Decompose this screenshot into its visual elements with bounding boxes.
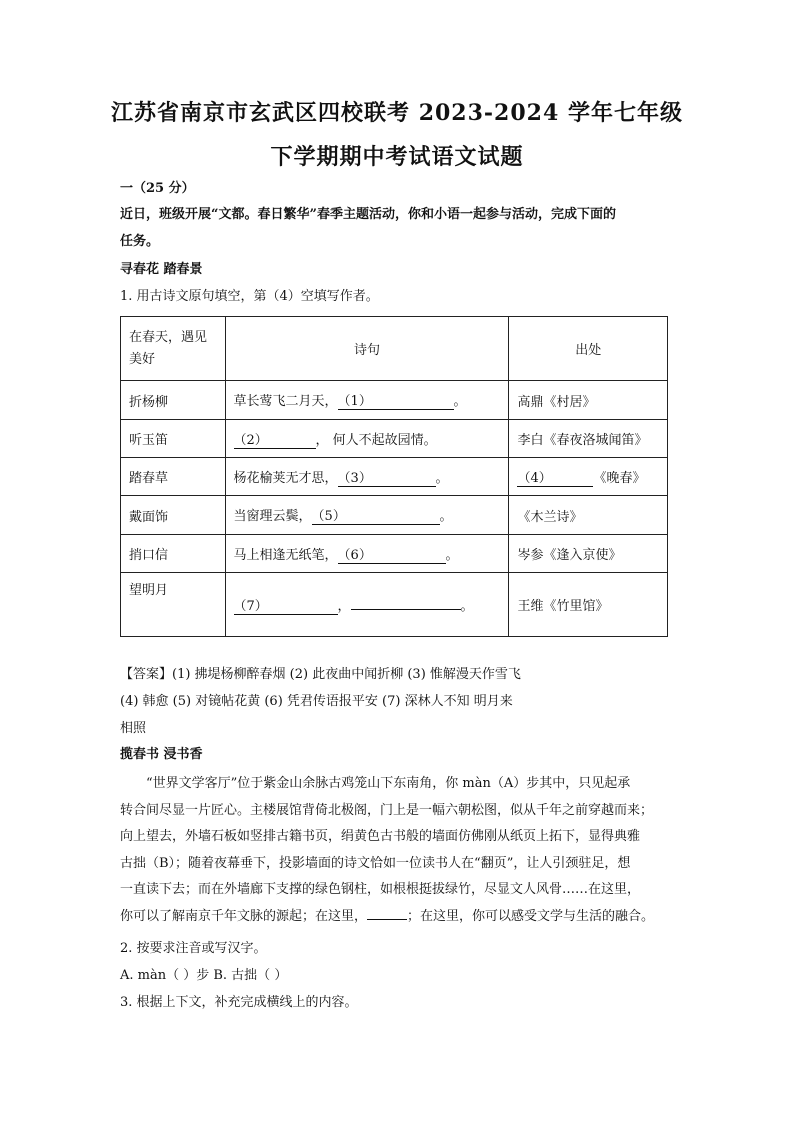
answer-line1: 【答案】(1) 拂堤杨柳醉春烟 (2) 此夜曲中闻折柳 (3) 惟解漫天作雪飞 [120,667,521,682]
table-row [121,573,668,637]
source-cell: 《木兰诗》 [509,496,668,535]
poem-text: 杨花榆荚无才思， [233,470,338,486]
poem-cell [225,420,509,458]
intro-line2: 任务。 [120,234,160,249]
source-cell: 李白《春夜洛城闻笛》 [509,420,668,458]
question-3: 3. 根据上下文，补充完成横线上的内容。 [120,995,358,1010]
answer-blank-1[interactable]: （1） [338,390,454,410]
answer-blank-5[interactable]: （5） [312,505,440,525]
scene-cell: 折杨柳 [121,381,226,420]
page-title-line1: 江苏省南京市玄武区四校联考 2023-2024 学年七年级 [111,100,683,126]
poem-cell [225,535,509,573]
poem-cell [225,458,509,496]
header-cell-poem: 诗句 [225,317,509,381]
passage-line: 一直读下去；而在外墙廊下支撑的绿色钢柱，如根根挺拔绿竹，尽显文人风骨……在这里， [120,882,641,897]
answer-blank-7b[interactable] [351,609,461,610]
scene-cell: 踏春草 [121,458,226,496]
poem-punct: ， [337,598,351,614]
answer-blank-6[interactable]: （6） [338,544,446,564]
source-cell [509,458,668,496]
source-cell: 王维《竹里馆》 [509,573,668,637]
poem-punct: 。 [435,470,449,486]
poem-cell [225,496,509,535]
poem-punct: 。 [460,598,474,614]
passage-text: 你可以了解南京千年文脉的源起；在这里， [120,908,368,924]
passage-line: “世界文学客厅”位于紫金山余脉古鸡笼山下东南角，你 màn（A）步其中，只见起承 [146,776,631,791]
header-scene-text: 在春天，遇见美好 [129,329,208,367]
question-2-items: A. màn（ ）步 B. 古拙（ ） [120,968,288,983]
page-title-line2: 下学期期中考试语文试题 [270,144,524,170]
header-cell-source: 出处 [509,317,668,381]
answer-blank-3[interactable]: （3） [338,467,436,487]
header-cell-scene [121,317,226,381]
table-row [121,535,668,573]
passage [120,771,676,930]
intro-line1: 近日，班级开展“文都。春日繁华”春季主题活动，你和小语一起参与活动，完成下面的 [120,207,616,222]
question-1: 1. 用古诗文原句填空，第（4）空填写作者。 [120,289,379,304]
scene-cell: 捎口信 [121,535,226,573]
scene-cell: 戴面饰 [121,496,226,535]
passage-line: 转合间尽显一片匠心。主楼展馆背倚北极阁，门上是一幅六朝松图，似从千年之前穿越而来； [120,802,654,818]
table-header-row [121,317,668,381]
source-cell: 高鼎《村居》 [509,381,668,420]
poem-punct: 。 [439,509,453,524]
poem-text: ， 何人不起故园情。 [315,432,437,448]
table-row [121,458,668,496]
answer-blank-2[interactable]: （2） [234,429,316,449]
subsection-1-title: 寻春花 踏春景 [120,262,203,277]
passage-line: 古拙（B）；随着夜幕垂下，投影墙面的诗文恰如一位读书人在“翻页”，让人引颈驻足，想 [120,855,631,871]
poem-punct: 。 [453,394,467,409]
answer-blank-7a[interactable]: （7） [234,595,338,615]
poem-cell [225,381,509,420]
question-2: 2. 按要求注音或写汉字。 [120,941,267,956]
poem-cell [225,573,509,637]
poem-table [120,316,668,637]
answer-line2: (4) 韩愈 (5) 对镜帖花黄 (6) 凭君传语报平安 (7) 深林人不知 明月来 [120,694,513,709]
subsection-2-title: 揽春书 浸书香 [120,747,203,762]
table-row [121,496,668,535]
poem-text: 当窗理云鬓， [233,509,312,524]
passage-blank[interactable] [367,919,407,920]
table-row [121,381,668,420]
section-heading: 一（25 分） [120,181,195,196]
poem-text: 草长莺飞二月天， [233,394,338,409]
table-row [121,420,668,458]
scene-cell: 听玉笛 [121,420,226,458]
scene-cell: 望明月 [121,573,226,637]
source-text: 《晚春》 [593,470,646,486]
answer-blank-4[interactable]: （4） [517,467,593,487]
passage-line [120,904,676,931]
passage-line: 向上望去，外墙石板如竖排古籍书页，绢黄色古书般的墙面仿佛刚从纸页上拓下，显得典雅 [120,829,641,844]
passage-text: ；在这里，你可以感受文学与生活的融合。 [407,908,655,924]
poem-text: 马上相逢无纸笔， [233,547,338,563]
answer-line3: 相照 [120,721,147,736]
poem-punct: 。 [445,547,459,563]
source-cell: 岑参《逢入京使》 [509,535,668,573]
